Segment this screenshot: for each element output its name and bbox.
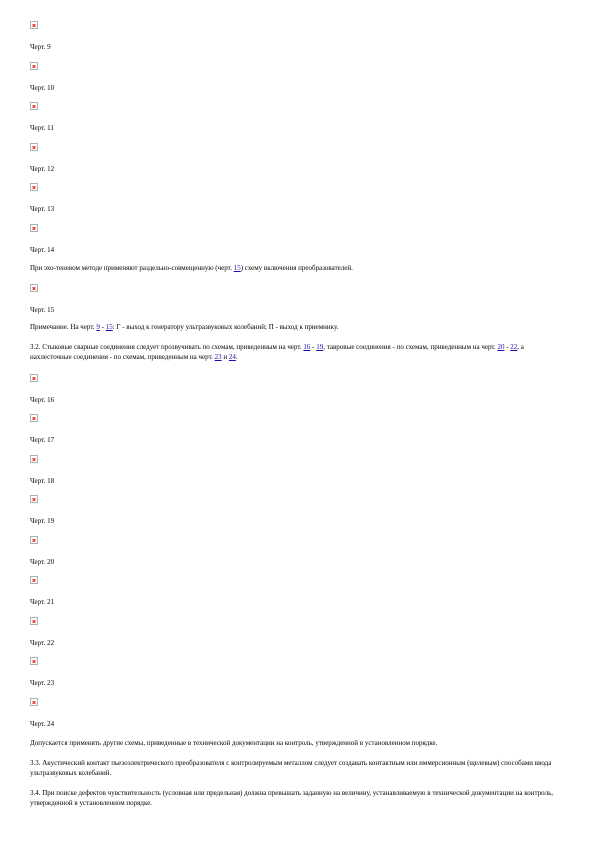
link-chart-19[interactable]: 19 [316, 343, 324, 351]
caption-chart-23: Черт. 23 [30, 679, 55, 687]
joints-paragraph: 3.2. Стыковые сварные соединения следует прозвучивать по схемам, приведенным на черт. 16 - 19, тавровые соединения - по схемам, приведенным на черт. 20 - 22, а нахлесточные соединения - по схемам, приведенным на черт. 23 и 24. [30, 343, 524, 361]
caption-chart-21: Черт. 21 [30, 598, 55, 606]
caption-chart-14: Черт. 14 [30, 246, 55, 254]
caption-chart-10: Черт. 10 [30, 84, 55, 92]
caption-chart-17: Черт. 17 [30, 436, 55, 444]
figure-10-image [30, 62, 38, 70]
link-chart-9[interactable]: 9 [96, 323, 100, 331]
allowed-schemes-paragraph: Допускается применять другие схемы, приведенные в технической документации на контроль, утвержденной в установленном порядке. [30, 739, 438, 747]
caption-chart-22: Черт. 22 [30, 639, 55, 647]
figure-19-image [30, 495, 38, 503]
link-chart-24[interactable]: 24 [228, 353, 236, 361]
caption-chart-20: Черт. 20 [30, 558, 55, 566]
caption-chart-15: Черт. 15 [30, 306, 55, 314]
caption-chart-18: Черт. 18 [30, 477, 55, 485]
link-chart-15[interactable]: 15 [233, 264, 241, 272]
caption-chart-13: Черт. 13 [30, 205, 55, 213]
figure-17-image [30, 414, 38, 422]
caption-chart-12: Черт. 12 [30, 165, 55, 173]
figure-16-image [30, 374, 38, 382]
caption-chart-19: Черт. 19 [30, 517, 55, 525]
caption-chart-16: Черт. 16 [30, 396, 55, 404]
note-paragraph: Примечание. На черт. 9 - 15: Г - выход к генератору ультразвуковых колебаний; П - выход к приемнику. [30, 323, 339, 331]
link-chart-16[interactable]: 16 [303, 343, 311, 351]
figure-21-image [30, 576, 38, 584]
figure-24-image [30, 698, 38, 706]
link-chart-23[interactable]: 23 [214, 353, 222, 361]
link-chart-20[interactable]: 20 [497, 343, 505, 351]
sensitivity-paragraph: 3.4. При поиске дефектов чувствительность (условная или предельная) должна превышать заданную на величину, устанавливаемую в технической документации на контроль, утвержденной в установленном порядке. [30, 789, 554, 807]
figure-18-image [30, 455, 38, 463]
figure-11-image [30, 102, 38, 110]
caption-chart-9: Черт. 9 [30, 43, 51, 51]
figure-12-image [30, 143, 38, 151]
caption-chart-11: Черт. 11 [30, 124, 54, 132]
figure-13-image [30, 183, 38, 191]
figure-22-image [30, 617, 38, 625]
figure-9-image [30, 21, 38, 29]
acoustic-contact-paragraph: 3.3. Акустический контакт пьезоэлектрического преобразователя с контролируемым металлом следует создавать контактным или иммерсионным (щелевым) способами ввода ультразвуковых колебаний. [30, 759, 552, 777]
figure-15-image [30, 284, 38, 292]
figure-20-image [30, 536, 38, 544]
link-chart-15-note[interactable]: 15 [105, 323, 113, 331]
link-chart-22[interactable]: 22 [510, 343, 518, 351]
caption-chart-24: Черт. 24 [30, 720, 55, 728]
echo-shadow-paragraph: При эхо-теневом методе применяют раздельно-совмещенную (черт. 15) схему включения преобразователей. [30, 264, 353, 272]
figure-14-image [30, 224, 38, 232]
figure-23-image [30, 657, 38, 665]
